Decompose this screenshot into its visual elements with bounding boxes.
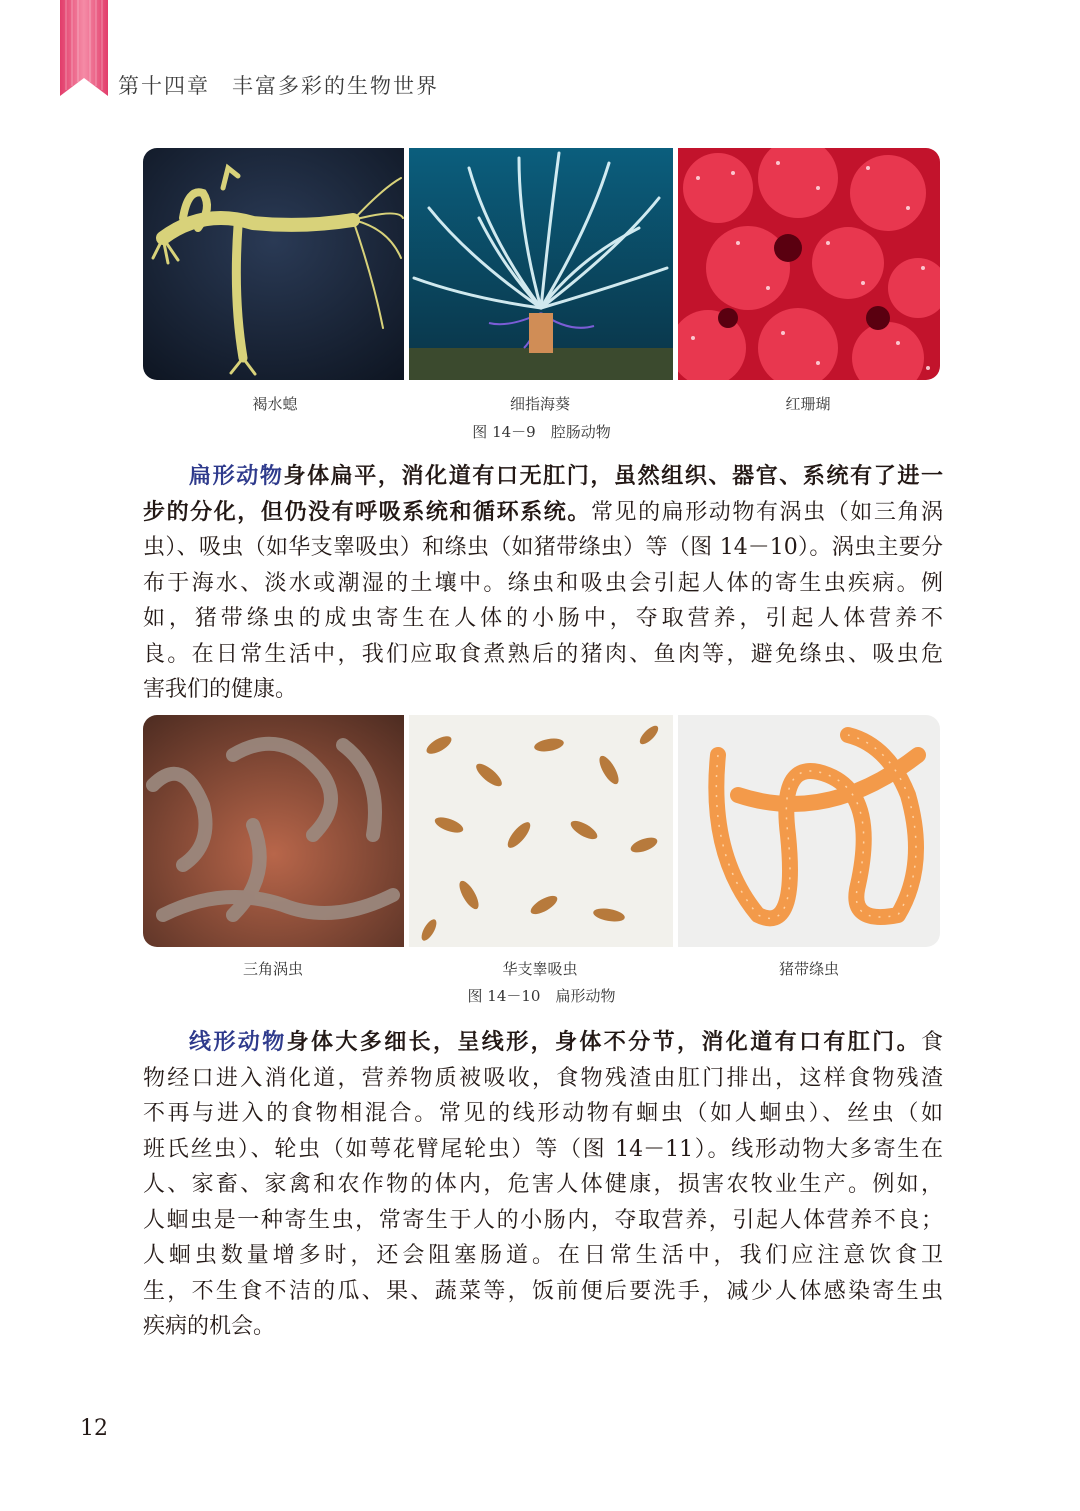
figure-14-10-title: 图 14－10 扁形动物	[467, 987, 616, 1005]
paragraph-line: 步的分化，但仍没有呼吸系统和循环系统。常见的扁形动物有涡虫（如三角涡	[143, 499, 943, 525]
figure-14-9-title: 图 14－9 腔肠动物	[472, 423, 611, 441]
red-coral-photo	[678, 148, 940, 380]
paragraph-flatworms	[143, 459, 943, 708]
paragraph-line: 班氏丝虫）、轮虫（如萼花臂尾轮虫）等（图 14－11）。线形动物大多寄生在	[143, 1136, 943, 1162]
chapter-ribbon-icon	[60, 0, 108, 96]
caption-liver-fluke: 华支睾吸虫	[502, 960, 578, 978]
figure-14-9-photos	[143, 148, 940, 380]
sea-anemone-photo	[409, 148, 673, 380]
term-flatworms: 扁形动物	[189, 464, 284, 489]
paragraph-line: 线形动物身体大多细长，呈线形，身体不分节，消化道有口有肛门。食	[189, 1030, 943, 1055]
caption-sea-anemone: 细指海葵	[509, 395, 570, 413]
paragraph-line: 如，猪带绦虫的成虫寄生在人体的小肠中，夺取营养，引起人体营养不	[143, 606, 943, 631]
paragraph-line: 虫）、吸虫（如华支睾吸虫）和绦虫（如猪带绦虫）等（图 14－10）。涡虫主要分	[143, 535, 943, 560]
paragraph-line: 物经口进入消化道，营养物质被吸收，食物残渣由肛门排出，这样食物残渣	[143, 1065, 943, 1091]
term-roundworms: 线形动物	[189, 1030, 287, 1055]
paragraph-line: 良。在日常生活中，我们应取食煮熟后的猪肉、鱼肉等，避免绦虫、吸虫危	[143, 641, 943, 667]
paragraph-line: 害我们的健康。	[143, 677, 298, 702]
figure-14-10-photos	[143, 715, 940, 947]
caption-hydra: 褐水螅	[252, 395, 298, 413]
paragraph-line: 人、家畜、家禽和农作物的体内，危害人体健康，损害农牧业生产。例如，	[143, 1172, 943, 1197]
paragraph-line: 疾病的机会。	[143, 1314, 276, 1339]
tapeworm-photo	[678, 715, 940, 947]
caption-planarian: 三角涡虫	[242, 960, 303, 978]
chapter-name: 丰富多彩的生物世界	[232, 74, 439, 98]
liver-fluke-photo	[409, 715, 673, 947]
paragraph-roundworms	[143, 1025, 943, 1345]
paragraph-line: 生，不生食不洁的瓜、果、蔬菜等，饭前便后要洗手，减少人体感染寄生虫	[143, 1278, 943, 1304]
caption-red-coral: 红珊瑚	[785, 395, 831, 413]
paragraph-line: 扁形动物身体扁平，消化道有口无肛门，虽然组织、器官、系统有了进一	[189, 464, 943, 489]
paragraph-line: 人蛔虫是一种寄生虫，常寄生于人的小肠内，夺取营养，引起人体营养不良；	[143, 1207, 943, 1233]
caption-tapeworm: 猪带绦虫	[778, 960, 839, 978]
paragraph-line: 布于海水、淡水或潮湿的土壤中。绦虫和吸虫会引起人体的寄生虫疾病。例	[143, 570, 943, 596]
paragraph-line: 不再与进入的食物相混合。常见的线形动物有蛔虫（如人蛔虫）、丝虫（如	[143, 1101, 943, 1126]
chapter-title	[118, 70, 439, 100]
paragraph-line: 人蛔虫数量增多时，还会阻塞肠道。在日常生活中，我们应注意饮食卫	[143, 1243, 943, 1268]
hydra-photo	[143, 148, 404, 380]
page-number: 12	[80, 1416, 108, 1441]
chapter-number: 第十四章	[118, 74, 210, 98]
planarian-photo	[143, 715, 404, 947]
